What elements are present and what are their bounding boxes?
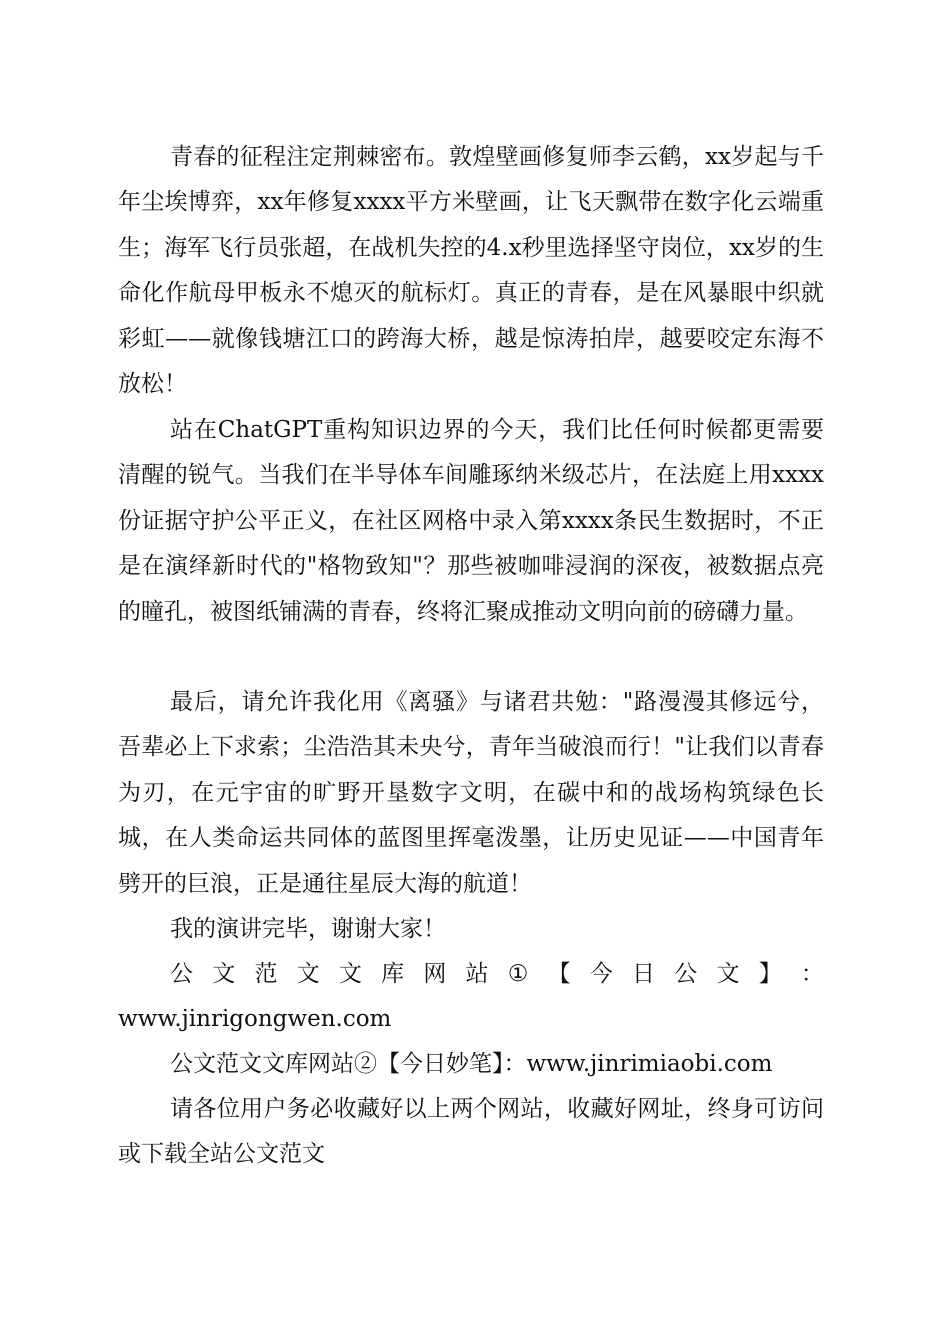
footer-site1-label [118,952,824,997]
site1-char: 网 [423,961,447,987]
site1-char: 】 [758,961,782,987]
site1-char: 公 [170,961,193,987]
site1-char: 范 [254,961,278,987]
paragraph-youth-journey: 青春的征程注定荆棘密布。敦煌壁画修复师李云鹤，xx岁起与千年尘埃博弈，xx年修复xxxx平方米壁画，让飞天飘带在数字化云端重生；海军飞行员张超，在战机失控的4.x秒里选择坚守岗位，xx岁的生命化作航母甲板永不熄灭的航标灯。真正的青春，是在风暴眼中织就彩虹——就像钱塘江口的跨海大桥，越是惊涛拍岸，越要咬定东海不放松！ [118,144,824,398]
site1-char: 文 [338,961,362,987]
footer-notice: 请各位用户务必收藏好以上两个网站，收藏好网址，终身可访问或下载全站公文范文 [118,1096,824,1168]
site1-char: ① [507,961,529,987]
paragraph-thanks: 我的演讲完毕，谢谢大家！ [170,916,446,942]
site1-char: 站 [465,961,489,987]
footer-site2-line[interactable]: 公文范文文库网站②【今日妙笔】：www.jinrimiaobi.com [170,1051,773,1077]
site1-char: 【 [547,961,571,987]
footer-site1-url[interactable]: www.jinrigongwen.com [118,1006,392,1032]
site1-char: 今 [589,961,613,987]
site1-char: 公 [674,961,698,987]
site1-char: 日 [632,961,656,987]
paragraph-chatgpt-era: 站在ChatGPT重构知识边界的今天，我们比任何时候都更需要清醒的锐气。当我们在半导体车间雕琢纳米级芯片，在法庭上用xxxx份证据守护公平正义，在社区网格中录入第xxxx条民生数据时，不正是在演绎新时代的"格物致知"？那些被咖啡浸润的深夜，被数据点亮的瞳孔，被图纸铺满的青春，终将汇聚成推动文明向前的磅礴力量。 [118,417,824,625]
paragraph-closing-quote: 最后，请允许我化用《离骚》与诸君共勉："路漫漫其修远兮，吾辈必上下求索；尘浩浩其未央兮，青年当破浪而行！"让我们以青春为刃，在元宇宙的旷野开垦数字文明，在碳中和的战场构筑绿色长城，在人类命运共同体的蓝图里挥毫泼墨，让历史见证——中国青年劈开的巨浪，正是通往星辰大海的航道！ [118,689,824,897]
site1-char: 文 [716,961,740,987]
site1-char: 文 [212,961,236,987]
site1-char: 文 [296,961,320,987]
site1-char: 库 [381,961,405,987]
site1-char: ： [800,961,824,987]
